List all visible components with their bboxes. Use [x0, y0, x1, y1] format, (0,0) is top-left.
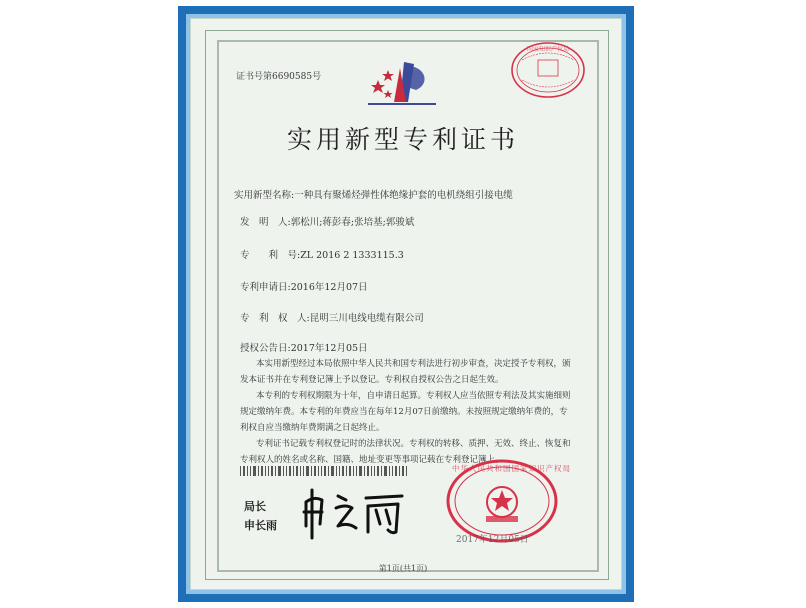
field-name-label: 实用新型名称:	[234, 190, 295, 201]
page-footer: 第1页(共1页)	[378, 564, 428, 573]
field-grant-date-value: 2017年12月05日	[290, 343, 368, 354]
body-line-6: 专利证书记载专利权登记时的法律状况。专利权的转移、质押、无效、终止、恢复和	[256, 439, 571, 449]
seal-date-stamp: 2017年12月05日	[456, 535, 529, 545]
field-grant-date	[240, 340, 368, 354]
certificate-number: 证书号第6690585号	[236, 72, 322, 82]
field-patent-number	[240, 247, 404, 261]
seal-top-text: 国家知识产权局	[526, 46, 569, 53]
field-inventor-value: 郭松川;蒋彭春;张培基;郭骏斌	[290, 217, 415, 228]
field-patent-number-value: ZL 2016 2 1333115.3	[300, 250, 404, 261]
signature-name: 申长雨	[244, 519, 277, 532]
body-line-3: 本专利的专利权期限为十年，自申请日起算。专利权人应当依照专利法及其实施细则	[256, 391, 571, 401]
field-name	[234, 187, 513, 201]
seal-bottom-text: 中华人民共和国国家知识产权局	[452, 464, 571, 473]
field-patentee-label: 专 利 权 人:	[240, 313, 310, 324]
body-line-2: 发本证书并在专利登记簿上予以登记。专利权自授权公告之日起生效。	[240, 375, 504, 385]
field-grant-date-label: 授权公告日:	[240, 343, 291, 354]
body-line-1: 本实用新型经过本局依照中华人民共和国专利法进行初步审查，决定授予专利权，颁	[256, 359, 571, 369]
patent-office-logo-icon	[366, 58, 440, 108]
handwritten-signature-icon	[298, 486, 410, 542]
body-line-7: 专利权人的姓名或名称、国籍、地址变更等事项记载在专利登记簿上。	[240, 455, 504, 465]
field-inventor	[240, 214, 414, 228]
field-patent-number-label: 专 利 号:	[240, 250, 301, 261]
field-application-date-value: 2016年12月07日	[290, 282, 368, 293]
body-line-5: 利权自应当缴纳年费期满之日起终止。	[240, 423, 385, 433]
certificate-title: 实用新型专利证书	[286, 125, 519, 154]
signature-role: 局长	[244, 500, 266, 513]
field-patentee	[240, 310, 424, 324]
field-name-value: 一种具有聚烯烃弹性体绝缘护套的电机绕组引接电缆	[294, 190, 513, 201]
field-patentee-value: 昆明三川电线电缆有限公司	[309, 313, 424, 324]
field-application-date	[240, 279, 368, 293]
barcode-icon	[240, 466, 408, 476]
field-inventor-label: 发 明 人:	[240, 217, 291, 228]
field-application-date-label: 专利申请日:	[240, 282, 291, 293]
body-line-4: 规定缴纳年费。本专利的年费应当在每年12月07日前缴纳。未按照规定缴纳年费的，专	[240, 407, 568, 417]
